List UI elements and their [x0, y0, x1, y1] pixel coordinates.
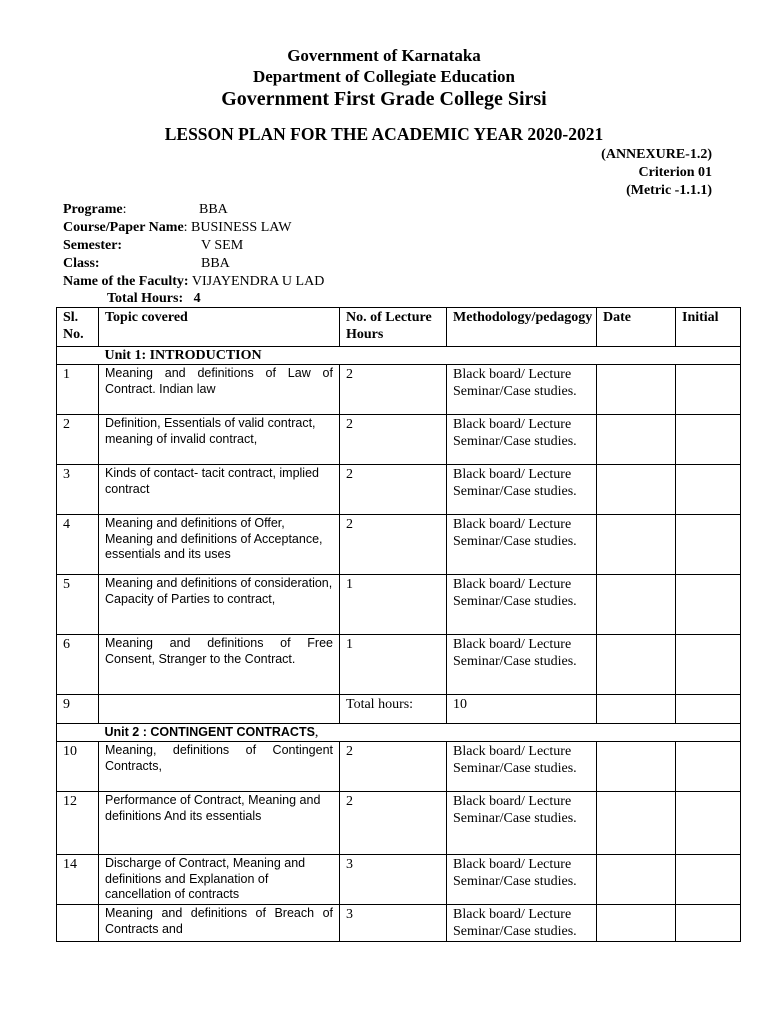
criterion-ref: Criterion 01: [638, 165, 712, 180]
initial-cell: [676, 695, 741, 724]
initial-cell: [676, 742, 741, 792]
initial-cell: [676, 635, 741, 695]
hours-cell: 3: [340, 905, 447, 942]
sl-cell: 9: [57, 695, 99, 724]
sl-cell: 1: [57, 365, 99, 415]
sl-cell: 6: [57, 635, 99, 695]
date-cell: [597, 515, 676, 575]
programe-label: Programe: [63, 202, 123, 217]
table-row: [57, 575, 741, 635]
unit-2-title: CONTINGENT CONTRACTS: [150, 725, 315, 739]
course-label: Course/Paper Name: [63, 220, 184, 235]
method-cell: Black board/ Lecture Seminar/Case studies.: [447, 742, 597, 792]
unit-2-row: [57, 724, 741, 742]
unit-1-spacer: [57, 347, 99, 365]
header-date: Date: [597, 308, 676, 347]
table-row: [57, 792, 741, 855]
date-cell: [597, 415, 676, 465]
topic-cell: Meaning and definitions of Offer, Meaning and definitions of Acceptance, essentials and its uses: [99, 515, 340, 575]
unit-1-row: [57, 347, 741, 365]
class-value: BBA: [201, 256, 230, 271]
annexure-ref: (ANNEXURE-1.2): [601, 147, 712, 162]
hours-cell: 2: [340, 792, 447, 855]
topic-cell: Performance of Contract, Meaning and definitions And its essentials: [99, 792, 340, 855]
semester-label: Semester:: [63, 238, 123, 253]
date-cell: [597, 465, 676, 515]
sl-cell: 3: [57, 465, 99, 515]
sl-cell: 10: [57, 742, 99, 792]
header-initial: Initial: [676, 308, 741, 347]
hours-cell: 3: [340, 855, 447, 905]
initial-cell: [676, 855, 741, 905]
table-row: [57, 905, 741, 942]
unit-1-title: Unit 1: INTRODUCTION: [99, 347, 741, 365]
lesson-plan-table: [56, 307, 741, 942]
table-row: [57, 365, 741, 415]
programe-row: [63, 201, 127, 219]
hours-cell: 1: [340, 635, 447, 695]
date-cell: [597, 365, 676, 415]
course-row: [63, 219, 291, 237]
hours-cell: 2: [340, 365, 447, 415]
date-cell: [597, 695, 676, 724]
topic-cell: Meaning and definitions of consideration, Capacity of Parties to contract,: [99, 575, 340, 635]
metric-ref: (Metric -1.1.1): [626, 183, 712, 198]
initial-cell: [676, 575, 741, 635]
class-label: Class:: [63, 256, 100, 271]
class-row: [63, 255, 100, 273]
topic-cell: Meaning and definitions of Free Consent, Stranger to the Contract.: [99, 635, 340, 695]
method-cell: Black board/ Lecture Seminar/Case studies.: [447, 515, 597, 575]
topic-cell: [99, 695, 340, 724]
total-hours-label: Total Hours:: [107, 291, 184, 306]
table-row: [57, 742, 741, 792]
header-methodology: Methodology/pedagogy: [447, 308, 597, 347]
unit-2-prefix: Unit 2 :: [104, 725, 151, 739]
method-cell: Black board/ Lecture Seminar/Case studies.: [447, 365, 597, 415]
initial-cell: [676, 365, 741, 415]
table-row: [57, 635, 741, 695]
total-label-cell: Total hours:: [340, 695, 447, 724]
semester-value: V SEM: [201, 238, 244, 253]
header-college: Government First Grade College Sirsi: [221, 88, 547, 110]
initial-cell: [676, 792, 741, 855]
header-lecture-hours: No. of Lecture Hours: [340, 308, 447, 347]
hours-cell: 2: [340, 742, 447, 792]
unit-2-suffix: ,: [314, 725, 319, 740]
sl-cell: 5: [57, 575, 99, 635]
hours-cell: 1: [340, 575, 447, 635]
initial-cell: [676, 415, 741, 465]
date-cell: [597, 575, 676, 635]
date-cell: [597, 905, 676, 942]
header-department: Department of Collegiate Education: [252, 67, 516, 86]
date-cell: [597, 792, 676, 855]
total-hours-value: 4: [193, 291, 201, 306]
table-row: [57, 855, 741, 905]
faculty-label: Name of the Faculty:: [63, 274, 189, 289]
table-row: [57, 415, 741, 465]
method-cell: Black board/ Lecture Seminar/Case studies.: [447, 415, 597, 465]
sl-cell: 2: [57, 415, 99, 465]
date-cell: [597, 742, 676, 792]
faculty-value: VIJAYENDRA U LAD: [191, 274, 325, 289]
method-cell: Black board/ Lecture Seminar/Case studies.: [447, 792, 597, 855]
document-title: LESSON PLAN FOR THE ACADEMIC YEAR 2020-2021: [164, 124, 604, 144]
date-cell: [597, 855, 676, 905]
total-value-cell: 10: [447, 695, 597, 724]
hours-cell: 2: [340, 515, 447, 575]
faculty-row: [63, 273, 324, 291]
course-value: : BUSINESS LAW: [183, 220, 292, 235]
total-hours-table-row: [57, 695, 741, 724]
table-row: [57, 465, 741, 515]
method-cell: Black board/ Lecture Seminar/Case studies.: [447, 465, 597, 515]
topic-cell: Meaning, definitions of Contingent Contracts,: [99, 742, 340, 792]
header-government: Government of Karnataka: [287, 46, 481, 65]
sl-cell: [57, 905, 99, 942]
hours-cell: 2: [340, 415, 447, 465]
topic-cell: Kinds of contact- tacit contract, implied contract: [99, 465, 340, 515]
initial-cell: [676, 465, 741, 515]
initial-cell: [676, 905, 741, 942]
total-hours-row: [107, 290, 201, 308]
topic-cell: Discharge of Contract, Meaning and definitions and Explanation of cancellation of contracts: [99, 855, 340, 905]
sl-cell: 14: [57, 855, 99, 905]
topic-cell: Definition, Essentials of valid contract, meaning of invalid contract,: [99, 415, 340, 465]
programe-colon: :: [122, 202, 127, 217]
initial-cell: [676, 515, 741, 575]
method-cell: Black board/ Lecture Seminar/Case studies.: [447, 635, 597, 695]
table-header-row: [57, 308, 741, 347]
programe-value: BBA: [199, 202, 228, 217]
method-cell: Black board/ Lecture Seminar/Case studies.: [447, 855, 597, 905]
unit-2-title-cell: [99, 724, 741, 742]
hours-cell: 2: [340, 465, 447, 515]
header-topic: Topic covered: [99, 308, 340, 347]
topic-cell: Meaning and definitions of Law of Contract. Indian law: [99, 365, 340, 415]
sl-cell: 4: [57, 515, 99, 575]
header-sl-no: Sl. No.: [57, 308, 99, 347]
semester-row: [63, 237, 122, 255]
sl-cell: 12: [57, 792, 99, 855]
method-cell: Black board/ Lecture Seminar/Case studies.: [447, 575, 597, 635]
topic-cell: Meaning and definitions of Breach of Contracts and: [99, 905, 340, 942]
date-cell: [597, 635, 676, 695]
unit-2-spacer: [57, 724, 99, 742]
table-row: [57, 515, 741, 575]
method-cell: Black board/ Lecture Seminar/Case studies.: [447, 905, 597, 942]
